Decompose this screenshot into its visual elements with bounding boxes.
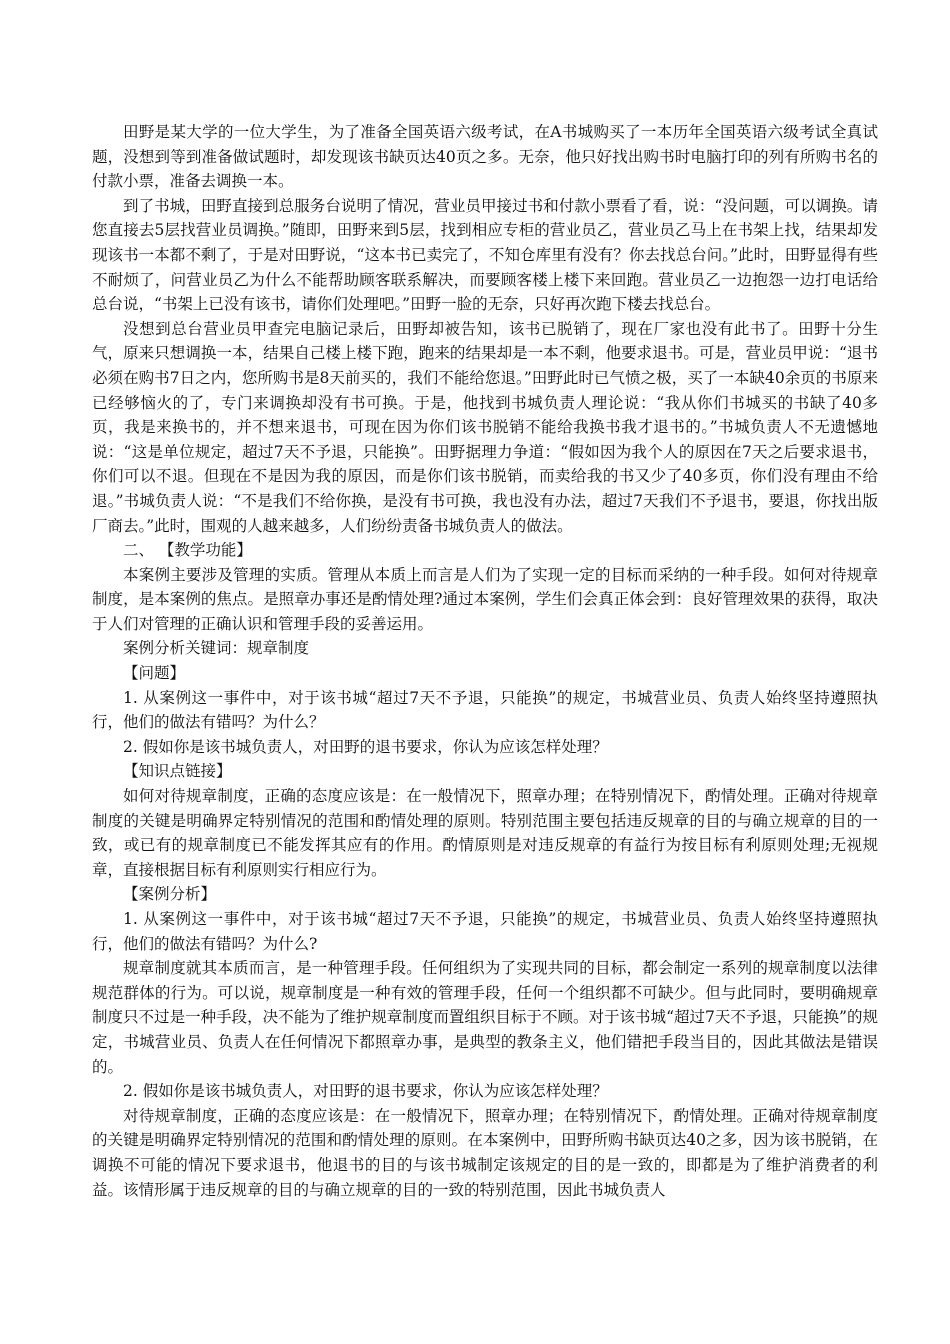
analysis-question-1: 1. 从案例这一事件中，对于该书城“超过7天不予退，只能换”的规定，书城营业员、负责人始终坚持遵照执行，他们的做法有错吗？为什么? [92, 910, 878, 953]
paragraph-case-refund-dispute: 没想到总台营业员甲查完电脑记录后，田野却被告知，该书已脱销了，现在厂家也没有此书了。田野十分生气，原来只想调换一本，结果自己楼上楼下跑，跑来的结果却是一本不剩，他要求退书。可是，营业员甲说：“退书必须在购书7日之内，您所购书是8天前买的，我们不能给您退。”田野此时已气愤之极，买了一本缺40余页的书原来已经够恼火的了，专门来调换却没有书可换。于是，他找到书城负责人理论说：“我从你们书城买的书缺了40多页，我是来换书的，并不想来退书，可现在因为你们该书脱销不能给我换书我才退书的。”书城负责人不无遗憾地说：“这是单位规定，超过7天不予退，只能换”。田野据理力争道：“假如因为我个人的原因在7天之后要求退书，你们可以不退。但现在不是因为我的原因，而是你们该书脱销，而卖给我的书又少了40多页，你们没有理由不给退。”书城负责人说：“不是我们不给你换，是没有书可换，我也没有办法，超过7天我们不予退书，要退，你找出版厂商去。”此时，围观的人越来越多，人们纷纷责备书城负责人的做法。 [92, 319, 878, 535]
paragraph-analysis-answer-2: 对待规章制度，正确的态度应该是：在一般情况下，照章办理；在特别情况下，酌情处理。正确对待规章制度的关键是明确界定特别情况的范围和酌情处理的原则。在本案例中，田野所购书缺页达40之多，因为该书脱销，在调换不可能的情况下要求退书，他退书的目的与该书城制定该规定的目的是一致的，即都是为了维护消费者的利益。该情形属于违反规章的目的与确立规章的目的一致的特别范围，因此书城负责人 [92, 1106, 878, 1199]
paragraph-knowledge-link: 如何对待规章制度，正确的态度应该是：在一般情况下，照章办理；在特别情况下，酌情处理。正确对待规章制度的关键是明确界定特别情况的范围和酌情处理的原则。特别范围主要包括违反规章的目的与确立规章的目的一致，或已有的规章制度已不能发挥其应有的作用。酌情原则是对违反规章的有益行为按目标有利原则处理;无视规章，直接根据目标有利原则实行相应行为。 [92, 787, 878, 879]
section-heading-case-analysis: 【案例分析】 [123, 885, 217, 904]
paragraph-teaching-function: 本案例主要涉及管理的实质。管理从本质上而言是人们为了实现一定的目标而采纳的一种手段。如何对待规章制度，是本案例的焦点。是照章办事还是酌情处理?通过本案例，学生们会真正体会到：良好管理效果的获得，取决于人们对管理的正确认识和管理手段的妥善运用。 [92, 565, 878, 633]
paragraph-case-store-visit: 到了书城，田野直接到总服务台说明了情况，营业员甲接过书和付款小票看了看，说：“没问题，可以调换。请您直接去5层找营业员调换。”随即，田野来到5层，找到相应专柜的营业员乙，营业员乙马上在书架上找，结果却发现该书一本都不剩了，于是对田野说，“这本书已卖完了，不知仓库里有没有？你去找总台问。”此时，田野显得有些不耐烦了，问营业员乙为什么不能帮助顾客联系解决，而要顾客楼上楼下来回跑。营业员乙一边抱怨一边打电话给总台说，“书架上已没有该书，请你们处理吧。”田野一脸的无奈，只好再次跑下楼去找总台。 [92, 196, 878, 314]
question-1: 1. 从案例这一事件中，对于该书城“超过7天不予退，只能换”的规定，书城营业员、负责人始终坚持遵照执行，他们的做法有错吗？为什么？ [92, 688, 878, 732]
document-body [92, 120, 878, 1202]
paragraph-case-intro: 田野是某大学的一位大学生，为了准备全国英语六级考试，在A书城购买了一本历年全国英语六级考试全真试题，没想到等到准备做试题时，却发现该书缺页达40页之多。无奈，他只好找出购书时电脑打印的列有所购书名的付款小票，准备去调换一本。 [92, 123, 878, 191]
question-2: 2. 假如你是该书城负责人，对田野的退书要求，你认为应该怎样处理？ [123, 737, 608, 756]
section-heading-questions: 【问题】 [123, 664, 186, 683]
paragraph-keywords: 案例分析关键词：规章制度 [123, 639, 310, 658]
analysis-question-2: 2. 假如你是该书城负责人，对田野的退书要求，你认为应该怎样处理？ [123, 1082, 608, 1101]
section-heading-teaching-function: 二、 【教学功能】 [123, 541, 252, 560]
section-heading-knowledge-link: 【知识点链接】 [123, 762, 232, 781]
paragraph-analysis-answer-1: 规章制度就其本质而言，是一种管理手段。任何组织为了实现共同的目标，都会制定一系列的规章制度以法律规范群体的行为。可以说，规章制度是一种有效的管理手段，任何一个组织都不可缺少。但与此同时，要明确规章制度只不过是一种手段，决不能为了维护规章制度而置组织目标于不顾。对于该书城“超过7天不予退，只能换”的规定，书城营业员、负责人在任何情况下都照章办事，是典型的教条主义，他们错把手段当目的，因此其做法是错误的。 [92, 959, 878, 1076]
